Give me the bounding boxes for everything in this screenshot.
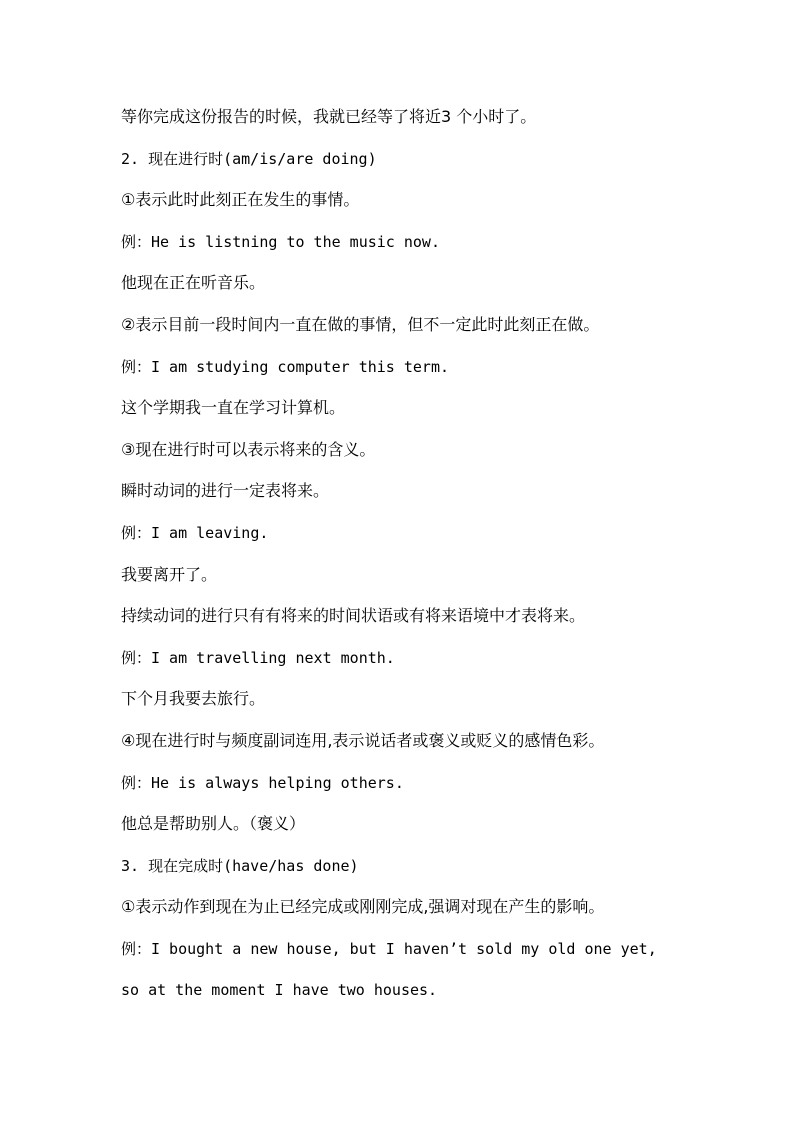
translation-line: 我要离开了。 (121, 564, 218, 584)
example-sentence: 例：I am leaving. (121, 523, 269, 542)
example-sentence: 例：He is always helping others. (121, 773, 404, 792)
example-sentence: 例：I bought a new house, but I haven’t sold my old one yet, (121, 939, 657, 958)
text-line: 等你完成这份报告的时候，我就已经等了将近3 个小时了。 (121, 107, 537, 126)
translation-line: 这个学期我一直在学习计算机。 (121, 398, 346, 418)
translation-line: 下个月我要去旅行。 (121, 689, 266, 709)
example-sentence: 例：I am studying computer this term. (121, 357, 450, 376)
rule-line: ①表示此时此刻正在发生的事情。 (121, 190, 360, 210)
translation-line: 他现在正在听音乐。 (121, 273, 266, 293)
section-heading-present-perfect: 3. 现在完成时(have/has done) (121, 856, 359, 875)
example-sentence-continued: so at the moment I have two houses. (121, 981, 438, 1000)
note-line: 瞬时动词的进行一定表将来。 (121, 481, 330, 501)
rule-line: ②表示目前一段时间内一直在做的事情，但不一定此时此刻正在做。 (121, 314, 600, 334)
note-line: 持续动词的进行只有有将来的时间状语或有将来语境中才表将来。 (121, 606, 586, 626)
rule-line: ①表示动作到现在为止已经完成或刚刚完成,强调对现在产生的影响。 (121, 897, 605, 917)
translation-line: 他总是帮助别人。（褒义） (121, 814, 306, 834)
example-sentence: 例：He is listning to the music now. (121, 232, 440, 251)
document-body (121, 102, 701, 1017)
rule-line: ④现在进行时与频度副词连用,表示说话者或褒义或贬义的感情色彩。 (121, 730, 605, 750)
section-heading-present-continuous: 2. 现在进行时(am/is/are doing) (121, 149, 377, 168)
example-sentence: 例：I am travelling next month. (121, 648, 395, 667)
rule-line: ③现在进行时可以表示将来的含义。 (121, 439, 376, 459)
